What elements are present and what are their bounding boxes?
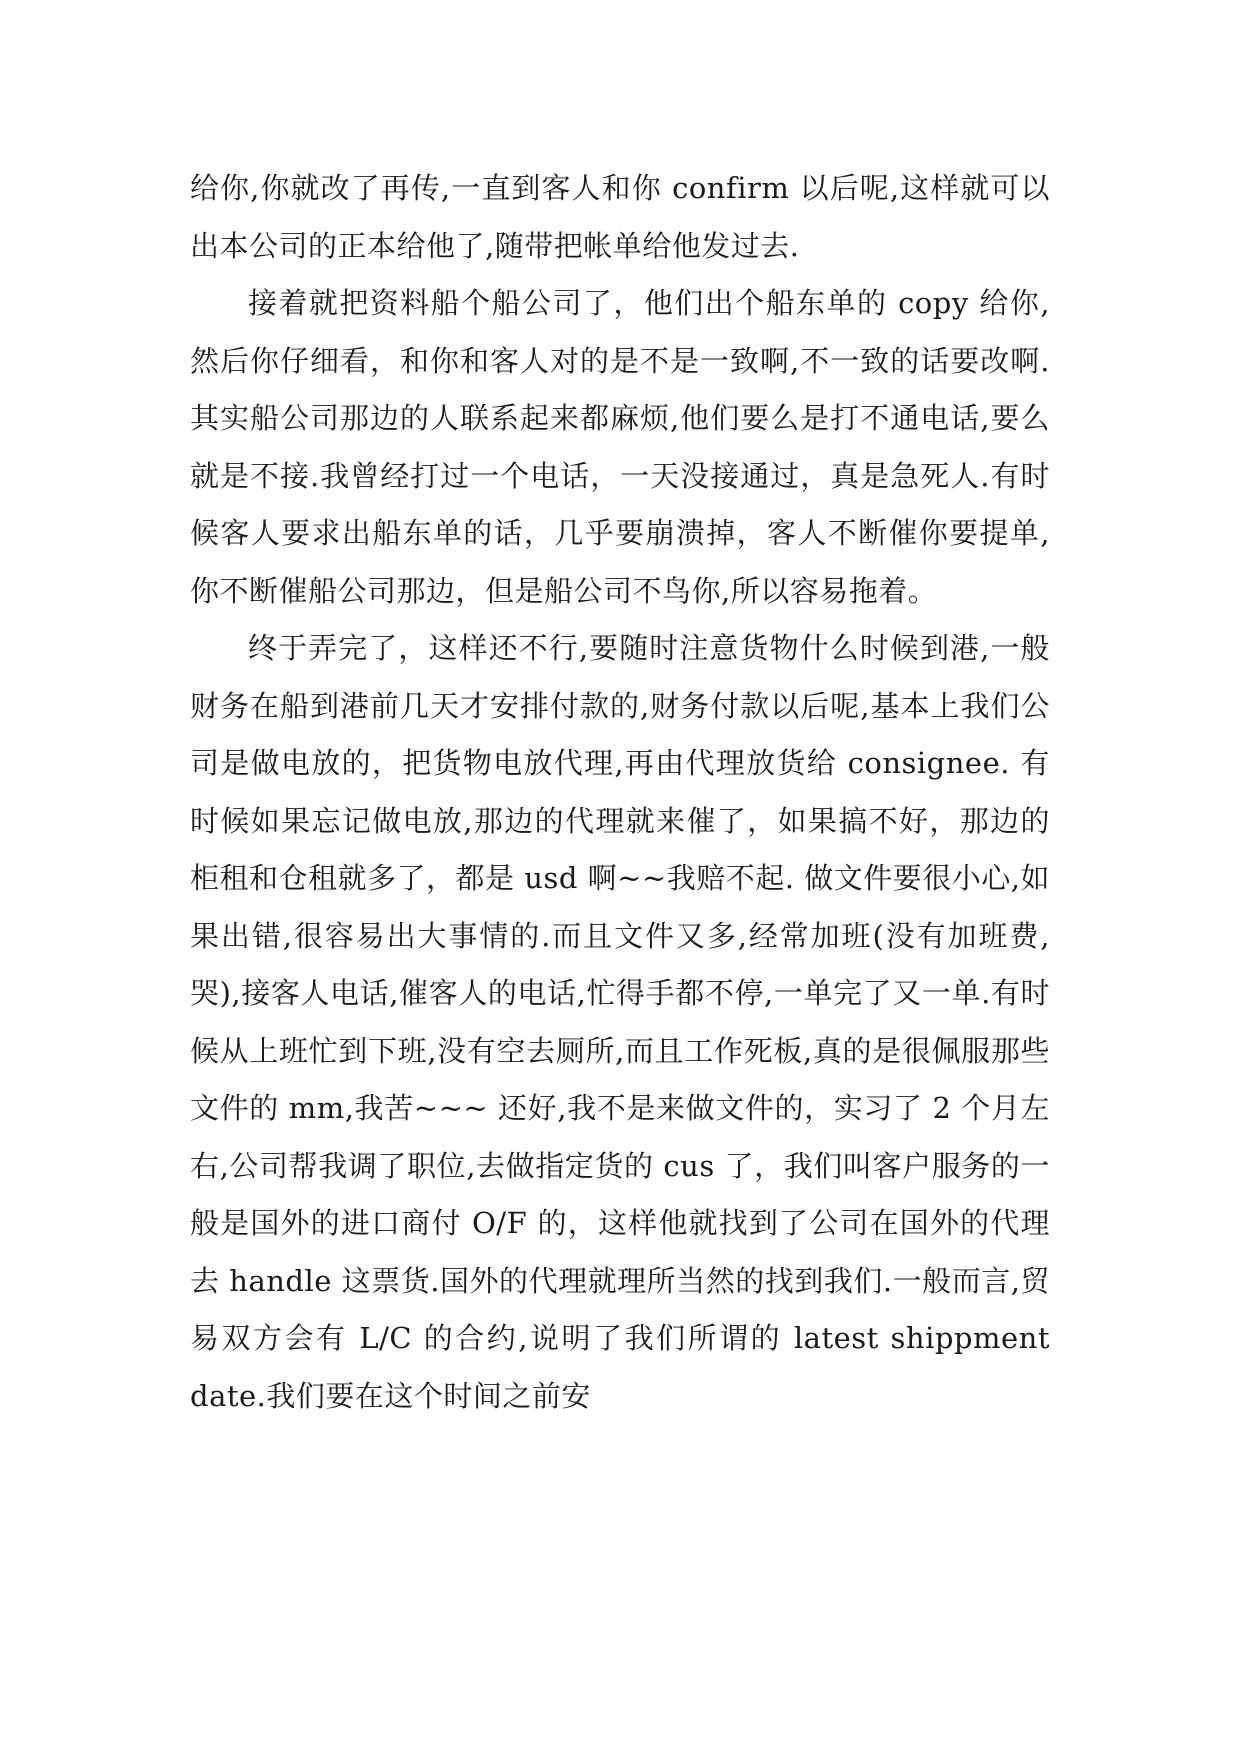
paragraph-1: 给你,你就改了再传,一直到客人和你 confirm 以后呢,这样就可以出本公司的正本给他了,随带把帐单给他发过去. [190,171,1050,263]
paragraph-2: 接着就把资料船个船公司了，他们出个船东单的 copy 给你,然后你仔细看，和你和客人对的是不是一致啊,不一致的话要改啊.其实船公司那边的人联系起来都麻烦,他们要么是打不通电话,要么就是不接.我曾经打过一个电话，一天没接通过，真是急死人.有时候客人要求出船东单的话，几乎要崩溃掉，客人不断催你要提单,你不断催船公司那边，但是船公司不鸟你,所以容易拖着。 [190,286,1050,608]
document-body [190,160,1050,1425]
paragraph-3: 终于弄完了，这样还不行,要随时注意货物什么时候到港,一般财务在船到港前几天才安排付款的,财务付款以后呢,基本上我们公司是做电放的，把货物电放代理,再由代理放货给 consignee. 有时候如果忘记做电放,那边的代理就来催了，如果搞不好，那边的柜租和仓租就多了，都是 usd 啊~~我赔不起. 做文件要很小心,如果出错,很容易出大事情的.而且文件又多,经常加班(没有加班费,哭),接客人电话,催客人的电话,忙得手都不停,一单完了又一单.有时候从上班忙到下班,没有空去厕所,而且工作死板,真的是很佩服那些文件的 mm,我苦~~~ 还好,我不是来做文件的，实习了 2 个月左右,公司帮我调了职位,去做指定货的 cus 了，我们叫客户服务的一般是国外的进口商付 O/F 的，这样他就找到了公司在国外的代理去 handle 这票货.国外的代理就理所当然的找到我们.一般而言,贸易双方会有 L/C 的合约,说明了我们所谓的 latest shippment date.我们要在这个时间之前安 [190,631,1050,1413]
